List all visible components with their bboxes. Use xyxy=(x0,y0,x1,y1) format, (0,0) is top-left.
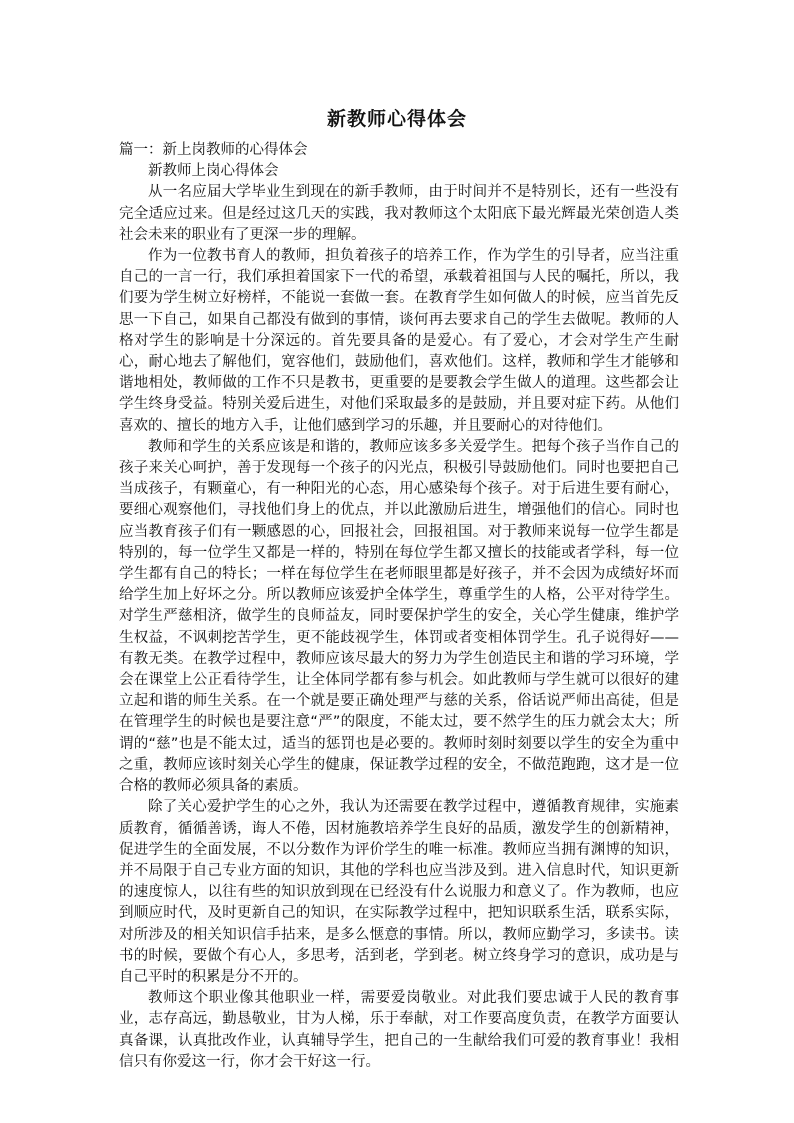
paragraph: 教师和学生的关系应该是和谐的，教师应该多多关爱学生。把每个孩子当作自己的孩子来关心呵护，善于发现每一个孩子的闪光点，积极引导鼓励他们。同时也要把自己当成孩子，有颗童心，有一种阳光的心态，用心感染每个孩子。对于后进生要有耐心，要细心观察他们，寻找他们身上的优点，并以此激励后进生，增强他们的信心。同时也应当教育孩子们有一颗感恩的心，回报社会，回报祖国。对于教师来说每一位学生都是特别的，每一位学生又都是一样的，特别在每位学生都又擅长的技能或者学科，每一位学生都有自己的特长；一样在每位学生在老师眼里都是好孩子，并不会因为成绩好坏而给学生加上好坏之分。所以教师应该爱护全体学生，尊重学生的人格，公平对待学生。对学生严慈相济，做学生的良师益友，同时要保护学生的安全，关心学生健康，维护学生权益，不讽刺挖苦学生，更不能歧视学生，体罚或者变相体罚学生。孔子说得好——有教无类。在教学过程中，教师应该尽最大的努力为学生创造民主和谐的学习环境，学会在课堂上公正看待学生，让全体同学都有参与机会。如此教师与学生就可以很好的建立起和谐的师生关系。在一个就是要正确处理严与慈的关系，俗话说严师出高徒，但是在管理学生的时候也是要注意“严”的限度，不能太过，要不然学生的压力就会太大；所谓的“慈”也是不能太过，适当的惩罚也是必要的。教师时刻时刻要以学生的安全为重中之重，教师应该时刻关心学生的健康，保证教学过程的安全，不做范跑跑，这才是一位合格的教师必须具备的素质。 xyxy=(119,438,679,795)
section-heading: 篇一：新上岗教师的心得体会 xyxy=(119,142,308,158)
paragraph: 除了关心爱护学生的心之外，我认为还需要在教学过程中，遵循教育规律，实施素质教育，循循善诱，诲人不倦，因材施教培养学生良好的品质，激发学生的创新精神，促进学生的全面发展，不以分数作为评价学生的唯一标准。教师应当拥有渊博的知识，并不局限于自己专业方面的知识，其他的学科也应当涉及到。进入信息时代，知识更新的速度惊人，以往有些的知识放到现在已经没有什么说服力和意义了。作为教师，也应到顺应时代，及时更新自己的知识，在实际教学过程中，把知识联系生活，联系实际，对所涉及的相关知识信手拈来，是多么惬意的事情。所以，教师应勤学习，多读书。读书的时候，要做个有心人，多思考，活到老，学到老。树立终身学习的意识，成功是与自己平时的积累是分不开的。 xyxy=(119,799,679,985)
paragraph: 作为一位教书育人的教师，担负着孩子的培养工作，作为学生的引导者，应当注重自己的一言一行，我们承担着国家下一代的希望，承载着祖国与人民的嘱托，所以，我们要为学生树立好榜样，不能说一套做一套。在教育学生如何做人的时候，应当首先反思一下自己，如果自己都没有做到的事情，谈何再去要求自己的学生去做呢。教师的人格对学生的影响是十分深远的。首先要具备的是爱心。有了爱心，才会对学生产生耐心，耐心地去了解他们，宽容他们，鼓励他们，喜欢他们。这样，教师和学生才能够和谐地相处，教师做的工作不只是教书，更重要的是要教会学生做人的道理。这些都会让学生终身受益。特别关爱后进生，对他们采取最多的是鼓励，并且要对症下药。从他们喜欢的、擅长的地方入手，让他们感到学习的乐趣，并且要耐心的对待他们。 xyxy=(119,248,679,434)
document-title: 新教师心得体会 xyxy=(326,108,467,130)
paragraph: 从一名应届大学毕业生到现在的新手教师，由于时间并不是特别长，还有一些没有完全适应过来。但是经过这几天的实践，我对教师这个太阳底下最光辉最光荣创造人类社会未来的职业有了更深一步的理解。 xyxy=(119,184,679,243)
paragraph: 教师这个职业像其他职业一样，需要爱岗敬业。对此我们要忠诚于人民的教育事业，志存高远，勤恳敬业，甘为人梯，乐于奉献，对工作要高度负责，在教学方面要认真备课，认真批改作业，认真辅导学生，把自己的一生献给我们可爱的教育事业！我相信只有你爱这一行，你才会干好这一行。 xyxy=(119,990,679,1070)
subheading: 新教师上岗心得体会 xyxy=(148,163,279,180)
document-body xyxy=(119,140,679,1073)
